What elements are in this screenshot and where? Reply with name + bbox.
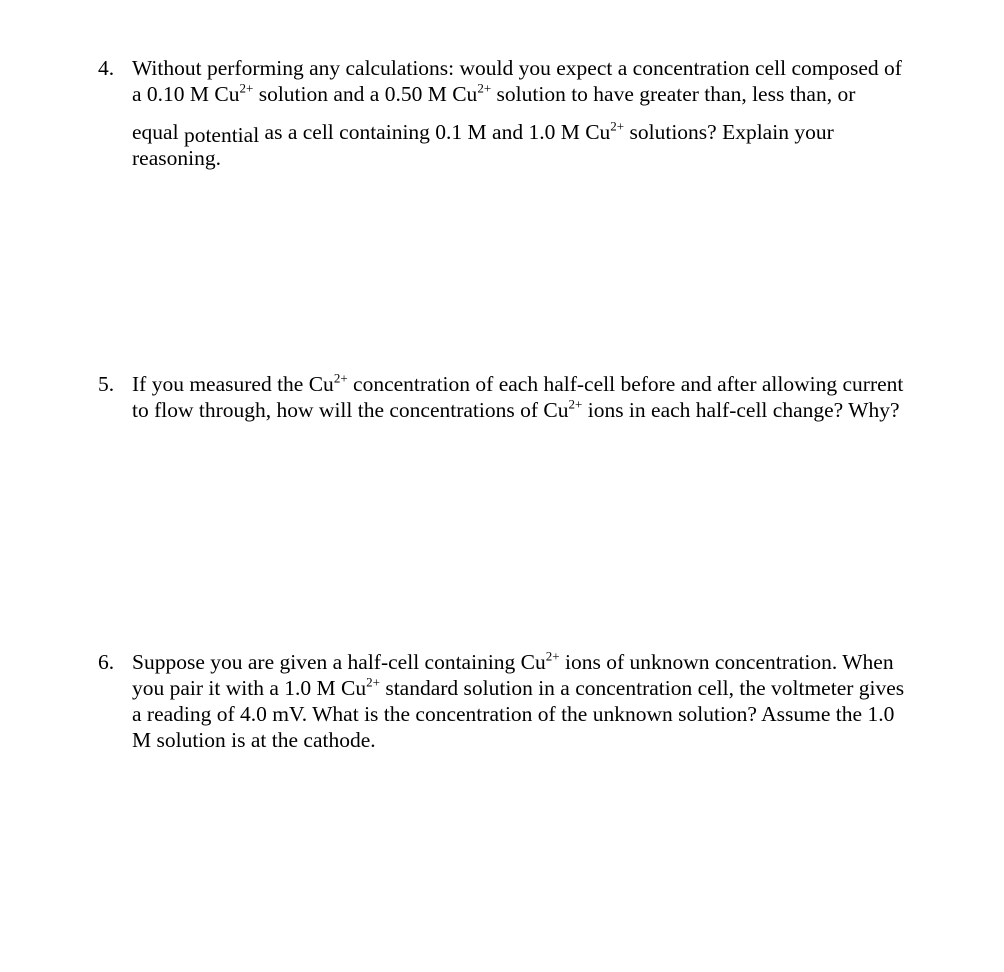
text-run: M solution is at the cathode.	[132, 728, 376, 752]
text-run: solutions? Explain your	[624, 120, 834, 144]
text-run: to flow through, how will the concentrations of Cu	[132, 398, 569, 422]
ion-charge: 2+	[333, 370, 348, 386]
text-line	[132, 675, 928, 701]
text-run: Suppose you are given a half-cell containing Cu	[132, 650, 546, 674]
text-line	[132, 55, 928, 81]
question-number: 6.	[98, 650, 115, 674]
question-text	[132, 55, 928, 171]
question-text	[132, 371, 928, 423]
question-text	[132, 649, 928, 753]
text-run: a 0.10 M Cu	[132, 82, 240, 106]
text-run: equal	[132, 120, 184, 144]
text-line	[132, 81, 928, 107]
text-run: Without performing any calculations: would you expect a concentration cell composed of	[132, 56, 902, 80]
text-run: a reading of 4.0 mV. What is the concentration of the unknown solution? Assume the 1.0	[132, 702, 895, 726]
question-4	[98, 55, 928, 171]
text-run: reasoning.	[132, 146, 221, 170]
question-number: 5.	[98, 372, 115, 396]
question-6	[98, 649, 928, 753]
ion-charge: 2+	[610, 118, 625, 134]
text-run: ions of unknown concentration. When	[559, 650, 894, 674]
text-line	[132, 397, 928, 423]
text-run: standard solution in a concentration cell, the voltmeter gives	[379, 676, 905, 700]
text-line	[132, 371, 928, 397]
ion-charge: 2+	[477, 80, 492, 96]
text-run: concentration of each half-cell before and after allowing current	[347, 372, 904, 396]
text-line	[132, 145, 928, 171]
text-line	[132, 649, 928, 675]
text-line	[132, 119, 928, 145]
text-run: ions in each half-cell change? Why?	[582, 398, 900, 422]
text-run: solution to have greater than, less than, or	[491, 82, 856, 106]
text-run: as a cell containing 0.1 M and 1.0 M Cu	[259, 120, 611, 144]
question-number: 4.	[98, 56, 115, 80]
ion-charge: 2+	[239, 80, 254, 96]
ion-charge: 2+	[545, 648, 560, 664]
text-line	[132, 727, 928, 753]
text-run: If you measured the Cu	[132, 372, 334, 396]
question-5	[98, 371, 928, 423]
text-run: solution and a 0.50 M Cu	[253, 82, 478, 106]
ion-charge: 2+	[366, 674, 380, 690]
text-run: you pair it with a 1.0 M Cu	[132, 676, 367, 700]
text-line	[132, 701, 928, 727]
ion-charge: 2+	[568, 396, 583, 412]
text-run: potential	[183, 123, 260, 147]
